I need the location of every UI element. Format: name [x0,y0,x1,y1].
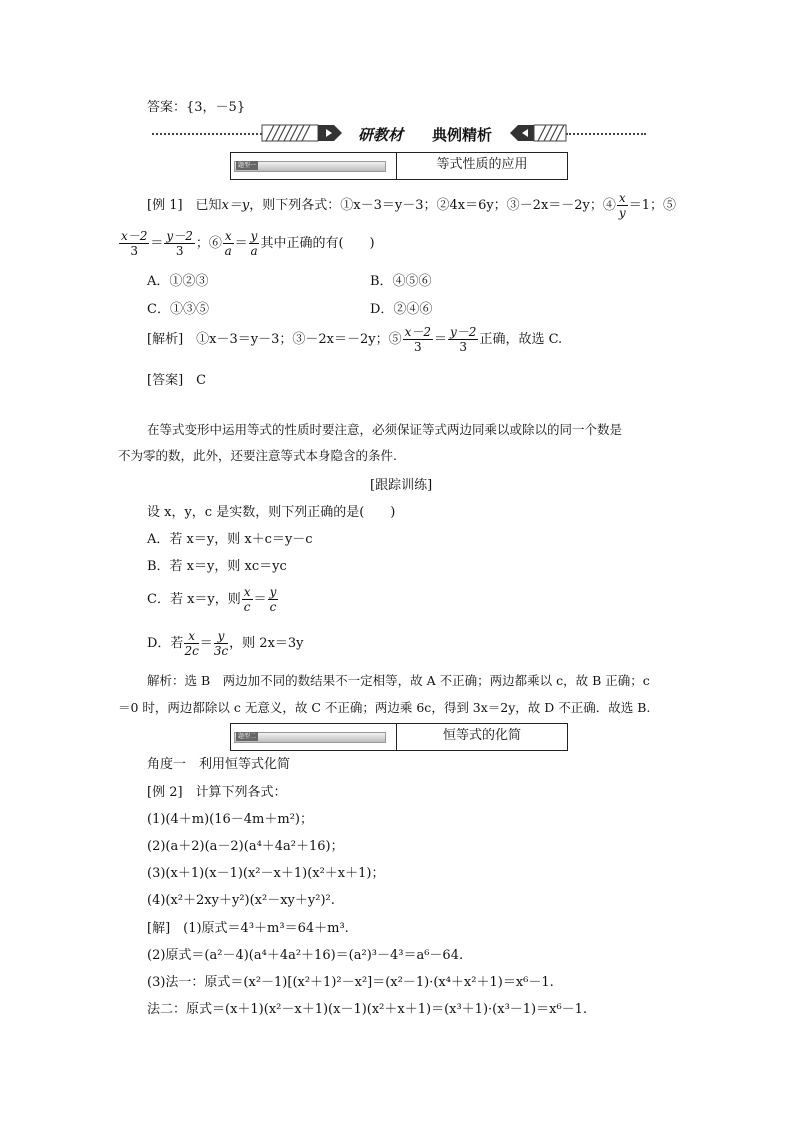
option-b: B．④⑤⑥ [370,274,432,289]
fraction-x-over-c: $\frac{x}{c}$ [243,585,251,614]
example2-solution-1: [解] (1)原式＝4³＋m³＝64＋m³. [147,921,349,936]
fraction-y-over-c: $\frac{y}{c}$ [269,585,277,614]
option-a: A．①②③ [147,274,209,289]
fraction-y-over-a: $\frac{y}{a}$ [250,229,258,258]
fraction-x-over-2c: $\frac{x}{2c}$ [184,629,199,658]
option-d: D．②④⑥ [370,302,433,317]
analysis-fraction-1: $\frac{x-2}{3}$ [404,325,431,354]
topic-box-1 [230,152,568,180]
topic-tag-label: 题型一 [238,162,257,169]
topic-tag-label: 题型二 [238,733,257,740]
analysis-fraction-2: $\frac{y-2}{3}$ [450,325,477,354]
banner-hatch-right [510,125,566,141]
fraction-y-minus-2-over-3: $\frac{y-2}{3}$ [166,229,193,258]
topic-title-2: 恒等式的化简 [442,728,521,743]
fraction-y-over-3c: $\frac{y}{3c}$ [213,629,229,658]
example2-intro: [例 2] 计算下列各式： [147,785,287,800]
practice-solution-line1: 解析：选 B 两边加不同的数结果不一定相等，故 A 不正确；两边都乘以 c，故 B 正确；c [147,673,650,688]
example2-solution-2: (2)原式＝(a²－4)(a⁴＋4a²＋16)＝(a²)³－4³＝a⁶－64. [147,948,464,963]
previous-answer: 答案：{3，－5} [147,100,246,115]
practice-question: 设 x，y，c 是实数，则下列正确的是( ) [147,505,396,520]
example2-solution-3: (3)法一：原式＝(x²－1)[(x²＋1)²－x²]＝(x²－1)·(x⁴＋x²＋1)＝x⁶－1. [147,975,554,990]
topic-tag-1 [231,153,397,179]
practice-option-d: D．若 $\frac{x}{2c}$ ＝ $\frac{y}{3c}$ ，则 2x＝3y [147,629,304,658]
banner-title-right: 典例精析 [432,126,493,144]
fraction-x-minus-2-over-3: $\frac{x-2}{3}$ [121,229,148,258]
topic-title-1: 等式性质的应用 [436,157,528,172]
note-line1: 在等式变形中运用等式的性质时要注意，必须保证等式两边同乘以或除以的同一个数是 [147,422,623,437]
practice-solution-line2: ＝0 时，两边都除以 c 无意义，故 C 不正确；两边乘 6c，得到 3x＝2y，故 D 不正确．故选 B. [118,700,651,715]
example2-q2: (2)(a＋2)(a－2)(a⁴＋4a²＋16)； [147,839,344,854]
example2-solution-4: 法二：原式＝(x＋1)(x²－x＋1)(x－1)(x²＋x＋1)＝(x³＋1)·(x³－1)＝x⁶－1. [147,1002,588,1017]
banner-hatch-left [262,125,342,141]
practice-option-b: B．若 x＝y，则 xc＝yc [147,559,287,574]
banner-title-left: 研教材 [358,126,404,144]
example2-q4: (4)(x²＋2xy＋y²)(x²－xy＋y²)². [147,893,335,908]
example1-statement-line2: $\frac{x-2}{3}$ ＝ $\frac{y-2}{3}$ ；⑥ $\frac{x}{a}$ ＝ $\frac{y}{a}$ 其中正确的有( ) [121,229,375,258]
example1-statement-line1: [例 1] 已知x＝y，则下列各式：①x－3＝y－3；②4x＝6y；③－2x＝－2y；④ $\frac{x}{y}$ ＝1；⑤ [147,191,676,220]
fraction-x-over-a: $\frac{x}{a}$ [224,229,232,258]
practice-heading: [跟踪训练] [370,478,433,493]
topic-tag-2 [231,724,397,750]
example1-analysis: [解析] ①x－3＝y－3；③－2x＝－2y；⑤ $\frac{x-2}{3}$ ＝ $\frac{y-2}{3}$ 正确，故选 C. [147,325,563,354]
angle-heading: 角度一 利用恒等式化简 [147,757,291,772]
fraction-x-over-y: $\frac{x}{y}$ [618,191,626,220]
practice-option-a: A．若 x＝y，则 x＋c＝y－c [147,532,313,547]
example2-q3: (3)(x＋1)(x－1)(x²－x＋1)(x²＋x＋1)； [147,866,385,881]
option-c: C．①③⑤ [147,302,209,317]
note-line2: 不为零的数，此外，还要注意等式本身隐含的条件. [118,448,397,463]
example2-q1: (1)(4＋m)(16－4m＋m²)； [147,812,313,827]
practice-option-c: C．若 x＝y，则 $\frac{x}{c}$ ＝ $\frac{y}{c}$ [147,585,277,614]
example1-answer: [答案] C [147,373,207,388]
topic-box-2 [230,723,568,751]
